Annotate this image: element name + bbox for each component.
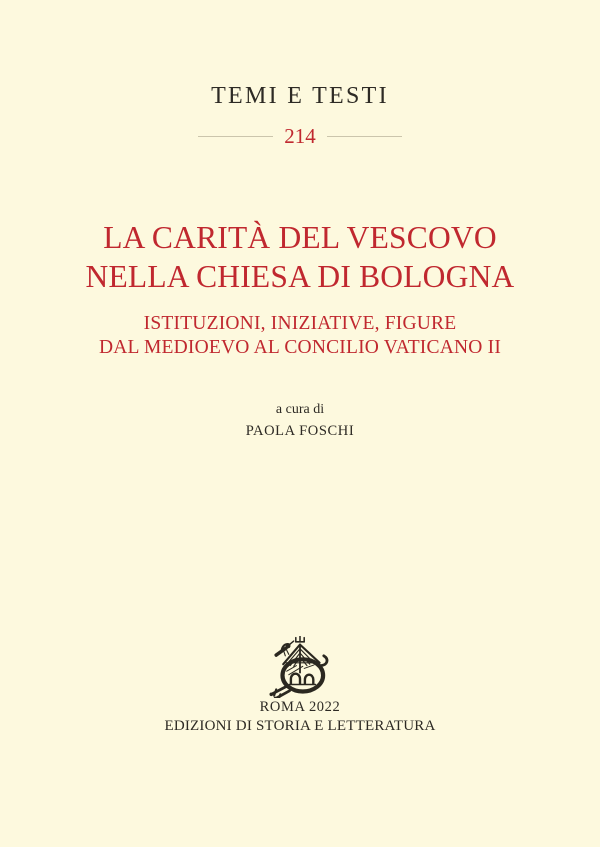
imprint-place-year: ROMA 2022 bbox=[259, 699, 341, 715]
book-title bbox=[0, 218, 600, 296]
publisher-logo bbox=[265, 636, 335, 698]
editor-byline: a cura di bbox=[275, 402, 325, 417]
series-title: TEMI E TESTI bbox=[211, 83, 389, 109]
right-rule bbox=[327, 136, 402, 137]
book-title-line-2: NELLA CHIESA DI BOLOGNA bbox=[85, 259, 515, 294]
series-number-row bbox=[0, 124, 600, 148]
series-number: 214 bbox=[284, 123, 316, 148]
editor-name: PAOLA FOSCHI bbox=[245, 423, 355, 439]
book-title-line-1: LA CARITÀ DEL VESCOVO bbox=[103, 220, 497, 255]
left-rule bbox=[198, 136, 273, 137]
book-subtitle-line-1: ISTITUZIONI, INIZIATIVE, FIGURE bbox=[143, 313, 457, 334]
imprint-publisher: EDIZIONI DI STORIA E LETTERATURA bbox=[164, 718, 436, 734]
book-subtitle bbox=[0, 312, 600, 359]
book-subtitle-line-2: DAL MEDIOEVO AL CONCILIO VATICANO II bbox=[98, 336, 502, 358]
ark-dove-logo-icon bbox=[265, 636, 335, 698]
